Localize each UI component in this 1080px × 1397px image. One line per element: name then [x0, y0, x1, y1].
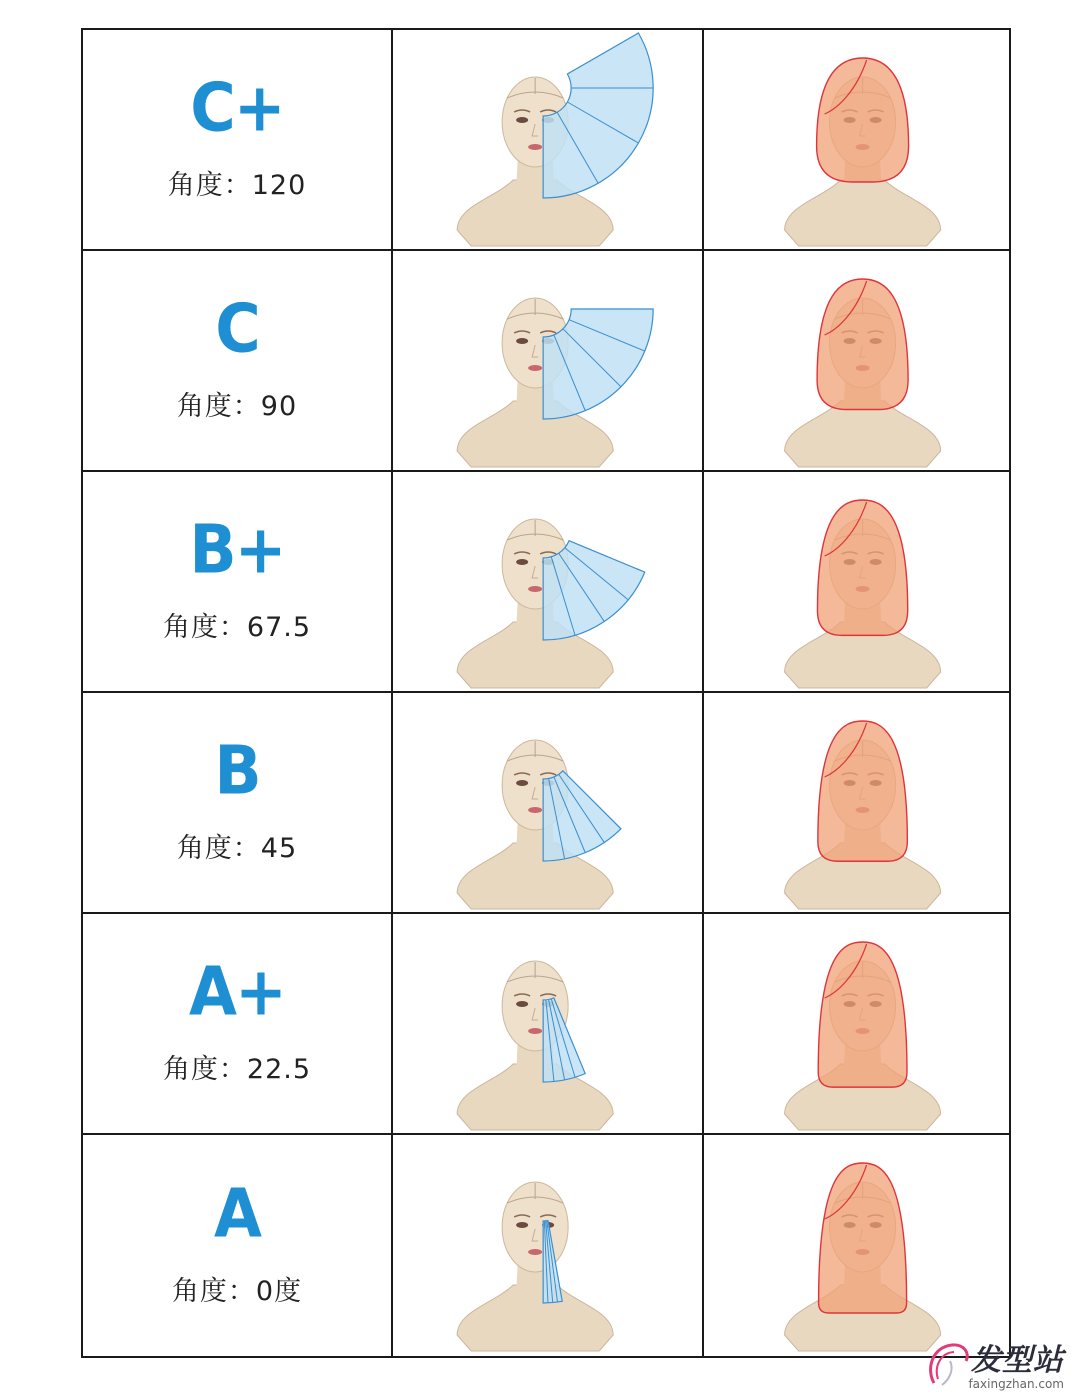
elevation-diagram-row-0 — [393, 30, 704, 251]
elevation-diagram-row-5 — [393, 1135, 704, 1356]
fan-section — [543, 33, 653, 198]
lips — [528, 586, 542, 592]
left-eye — [516, 117, 528, 123]
elevation-diagram-row-4 — [393, 914, 704, 1135]
result-haircut-row-0 — [704, 30, 1009, 251]
brand-logo-icon — [924, 1339, 972, 1391]
lips — [528, 807, 542, 813]
lips — [528, 1249, 542, 1255]
result-haircut-row-4 — [704, 914, 1009, 1135]
angle-label: 角度：45 — [176, 833, 298, 864]
grade-label: A — [214, 1174, 260, 1253]
fan-section — [543, 541, 645, 640]
bob-haircut-shape — [817, 500, 907, 635]
label-cell-row-2 — [83, 472, 393, 693]
bust-illustration — [393, 30, 702, 249]
bust-illustration — [704, 1135, 1009, 1356]
label-cell-row-3 — [83, 693, 393, 914]
bust-illustration — [393, 472, 702, 691]
bust-illustration — [704, 251, 1009, 470]
elevation-diagram-row-1 — [393, 251, 704, 472]
watermark — [924, 1335, 1074, 1393]
bust-illustration — [393, 914, 702, 1133]
angle-label: 角度：22.5 — [162, 1054, 312, 1085]
bob-haircut-shape — [818, 721, 908, 861]
angle-label: 角度：120 — [167, 170, 307, 201]
grade-label: A+ — [189, 952, 285, 1031]
result-haircut-row-5 — [704, 1135, 1009, 1356]
left-eye — [516, 1001, 528, 1007]
grade-label: B+ — [189, 510, 285, 589]
bob-haircut-shape — [817, 279, 908, 410]
elevation-fan — [543, 771, 621, 861]
left-eye — [516, 780, 528, 786]
bust-illustration — [393, 693, 702, 912]
grade-label: C+ — [190, 68, 284, 147]
elevation-diagram-row-3 — [393, 693, 704, 914]
watermark-url: faxingzhan.com — [968, 1377, 1064, 1391]
label-cell-row-1 — [83, 251, 393, 472]
result-haircut-row-1 — [704, 251, 1009, 472]
bust-illustration — [393, 1135, 702, 1356]
left-eye — [516, 559, 528, 565]
bob-haircut-shape — [819, 1163, 907, 1313]
elevation-diagram-row-2 — [393, 472, 704, 693]
lips — [528, 144, 542, 150]
label-cell-row-0 — [83, 30, 393, 251]
bust-illustration — [704, 693, 1009, 912]
bust-illustration — [704, 30, 1009, 249]
left-eye — [516, 338, 528, 344]
left-eye — [516, 1222, 528, 1228]
elevation-fan — [543, 33, 653, 198]
bust-illustration — [393, 251, 702, 470]
label-cell-row-4 — [83, 914, 393, 1135]
bob-haircut-shape — [817, 58, 909, 182]
angle-chart-grid — [81, 28, 1011, 1358]
lips — [528, 365, 542, 371]
grade-label: C — [215, 289, 259, 368]
result-haircut-row-2 — [704, 472, 1009, 693]
label-cell-row-5 — [83, 1135, 393, 1356]
watermark-brand: 发型站 — [971, 1343, 1064, 1378]
bust-illustration — [704, 472, 1009, 691]
result-haircut-row-3 — [704, 693, 1009, 914]
angle-label: 角度：0度 — [171, 1276, 303, 1307]
bob-haircut-shape — [818, 942, 907, 1087]
bust-illustration — [704, 914, 1009, 1133]
lips — [528, 1028, 542, 1034]
angle-label: 角度：67.5 — [162, 612, 312, 643]
angle-label: 角度：90 — [176, 391, 298, 422]
elevation-fan — [543, 541, 645, 640]
fan-section — [543, 771, 621, 861]
grade-label: B — [214, 731, 260, 810]
